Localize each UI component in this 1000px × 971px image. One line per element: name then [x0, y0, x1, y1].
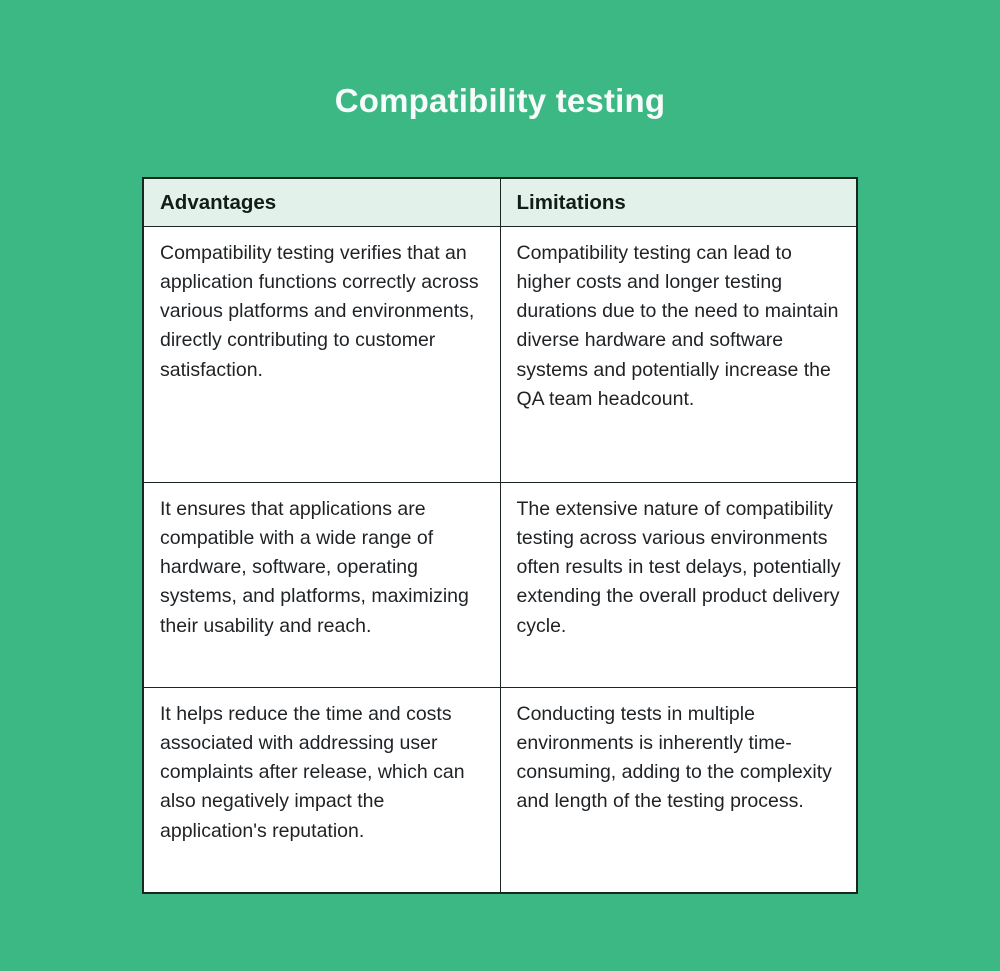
table-header-row: [143, 178, 857, 226]
comparison-table-container: [142, 177, 858, 894]
limitation-cell-1: Compatibility testing can lead to higher costs and longer testing durations due to the need to maintain diverse hardware and software systems and potentially increase the QA team headcount.: [500, 226, 857, 482]
limitation-cell-3: Conducting tests in multiple environments is inherently time-consuming, adding to the complexity and length of the testing process.: [500, 687, 857, 893]
advantage-cell-2: It ensures that applications are compatible with a wide range of hardware, software, operating systems, and platforms, maximizing their usability and reach.: [143, 482, 500, 687]
limitation-cell-2: The extensive nature of compatibility testing across various environments often results in test delays, potentially extending the overall product delivery cycle.: [500, 482, 857, 687]
advantage-cell-3: It helps reduce the time and costs associated with addressing user complaints after release, which can also negatively impact the application's reputation.: [143, 687, 500, 893]
table-body: [143, 226, 857, 893]
comparison-table: [142, 177, 858, 894]
table-row: [143, 482, 857, 687]
table-header: [143, 178, 857, 226]
table-row: [143, 226, 857, 482]
column-header-limitations: Limitations: [500, 178, 857, 226]
page-title: Compatibility testing: [334, 82, 666, 119]
advantage-cell-1: Compatibility testing verifies that an application functions correctly across various platforms and environments, directly contributing to customer satisfaction.: [143, 226, 500, 482]
column-header-advantages: Advantages: [143, 178, 500, 226]
table-row: [143, 687, 857, 893]
